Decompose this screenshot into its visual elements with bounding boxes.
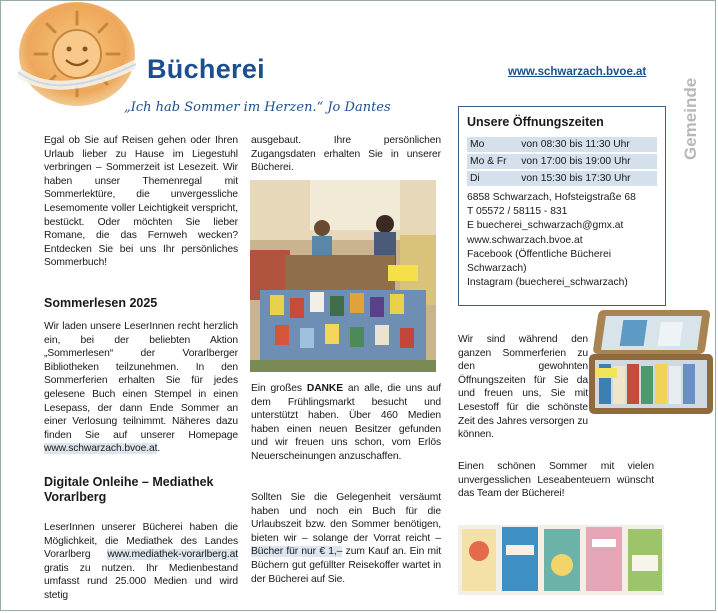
mediathek-link[interactable]: www.mediathek-vorarlberg.at — [107, 549, 238, 561]
opening-hours-table — [467, 137, 657, 188]
contact-email[interactable]: E buecherei_schwarzach@gmx.at — [467, 220, 624, 232]
intro-paragraph: Egal ob Sie auf Reisen gehen oder Ihren Urlaub lieber zu Hause im Liegestuhl verbringen – Sommerzeit ist Lesezeit. Wir haben unser Themenregal mit Sommerlektüre, die unvergessliche Lesemomente voller Leichtigkeit verspricht, bestückt. Oder möchten Sie lieber Romane, die das Fernweh wecken? Entdecken Sie bei uns Ihr persönliches Sommerbuch! — [44, 135, 238, 269]
suitcase-text-b: zum Kauf an. Ein mit Büchern gut gefüllter Reisekoffer wartet in der Bücherei auf Sie. — [251, 546, 441, 585]
hours-day: Di — [467, 170, 518, 187]
contact-facebook[interactable]: Facebook (Öffentliche Bücherei — [467, 248, 612, 260]
book-covers-image — [458, 525, 664, 595]
suitcase-offer-paragraph — [251, 491, 441, 586]
book-market-photo — [250, 180, 436, 372]
summer-reading-paragraph — [44, 320, 238, 456]
hours-row — [467, 170, 657, 187]
thanks-text-a: Ein großes — [251, 383, 302, 394]
contact-facebook-cont: Schwarzach) — [467, 263, 527, 275]
hours-day: Mo & Fr — [467, 153, 518, 170]
opening-hours-title: Unsere Öffnungszeiten — [467, 115, 604, 129]
header-quote: „Ich hab Sommer im Herzen.“ Jo Dantes — [124, 100, 391, 115]
summer-reading-heading: Sommerlesen 2025 — [44, 296, 158, 310]
digital-library-heading: Digitale Onleihe – Mediathek Vorarlberg — [44, 475, 214, 504]
page-title: Bücherei — [147, 54, 265, 84]
access-data-paragraph: ausgebaut. Ihre persönlichen Zugangsdaten erhalten Sie in unserer Bücherei. — [251, 135, 441, 174]
hours-time: von 08:30 bis 11:30 Uhr — [518, 137, 657, 153]
book-price-highlight: Bücher für nur € 1,– — [251, 546, 343, 558]
section-side-label — [670, 60, 710, 170]
thanks-text-b: an alle, die uns auf dem Frühlingsmarkt besucht und unterstützt haben. Über 460 Medien haben einen neuen Besitzer gefunden und wir freuen uns schon, vom Erlös Neuerscheinungen anzuschaffen. — [251, 383, 441, 462]
summer-reading-text: Wir laden unsere LeserInnen recht herzlich ein, bei der beliebten Aktion „Sommerlesen“ der Vorarlberger Bibliotheken teilzunehmen. In den Sommerferien erhalten Sie für jedes gelesene Buch einen Stempel in einen Lesepass, der dann Ende Sommer an einer Verlosung teilnimmt. Näheres dazu finden Sie auf unserer Homepage — [44, 321, 238, 441]
digital-text-b: gratis zu nutzen. Ihr Medienbestand umfasst rund 25.000 Medien und wird stetig — [44, 562, 238, 601]
suitcase-text-a: Sollten Sie die Gelegenheit versäumt haben und noch ein Buch für die Urlaubszeit bzw. den Sommer benötigen, bieten wir – solange der Vorrat reicht – — [251, 492, 441, 544]
opening-hours-box — [458, 106, 666, 306]
contact-instagram[interactable]: Instagram (buecherei_schwarzach) — [467, 277, 628, 289]
digital-text-a: LeserInnen unserer Bücherei haben die Möglichkeit, die Mediathek des Landes Vorarlberg — [44, 522, 238, 561]
thanks-paragraph — [251, 382, 441, 464]
summer-homepage-link[interactable]: www.schwarzach.bvoe.at — [44, 443, 158, 455]
hours-day: Mo — [467, 137, 518, 153]
sun-sand-image — [18, 2, 136, 110]
contact-website[interactable]: www.schwarzach.bvoe.at — [467, 234, 583, 246]
summer-reading-end: . — [157, 443, 161, 455]
book-suitcase-photo — [585, 308, 715, 418]
hours-row — [467, 137, 657, 153]
holiday-paragraph: Wir sind während den ganzen Sommerferien zu den gewohnten Öffnungszeiten für Sie da und freuen uns, Sie mit Lesestoff für die schönste Zeit des Jahres versorgen zu können. — [458, 334, 588, 441]
header-website-link[interactable]: www.schwarzach.bvoe.at — [508, 66, 647, 78]
summer-wish-paragraph: Einen schönen Sommer mit vielen unvergesslichen Leseabenteuern wünscht das Team der Bücherei! — [458, 461, 654, 500]
contact-phone: T 05572 / 58115 - 831 — [467, 206, 568, 218]
contact-address: 6858 Schwarzach, Hofsteigstraße 68 — [467, 192, 636, 203]
contact-info — [467, 191, 667, 290]
hours-row — [467, 153, 657, 170]
digital-library-paragraph — [44, 521, 238, 603]
thanks-bold: DANKE — [306, 383, 343, 394]
hours-time: von 17:00 bis 19:00 Uhr — [518, 153, 657, 170]
side-label-text: Gemeinde — [681, 77, 700, 160]
hours-time: von 15:30 bis 17:30 Uhr — [518, 170, 657, 187]
